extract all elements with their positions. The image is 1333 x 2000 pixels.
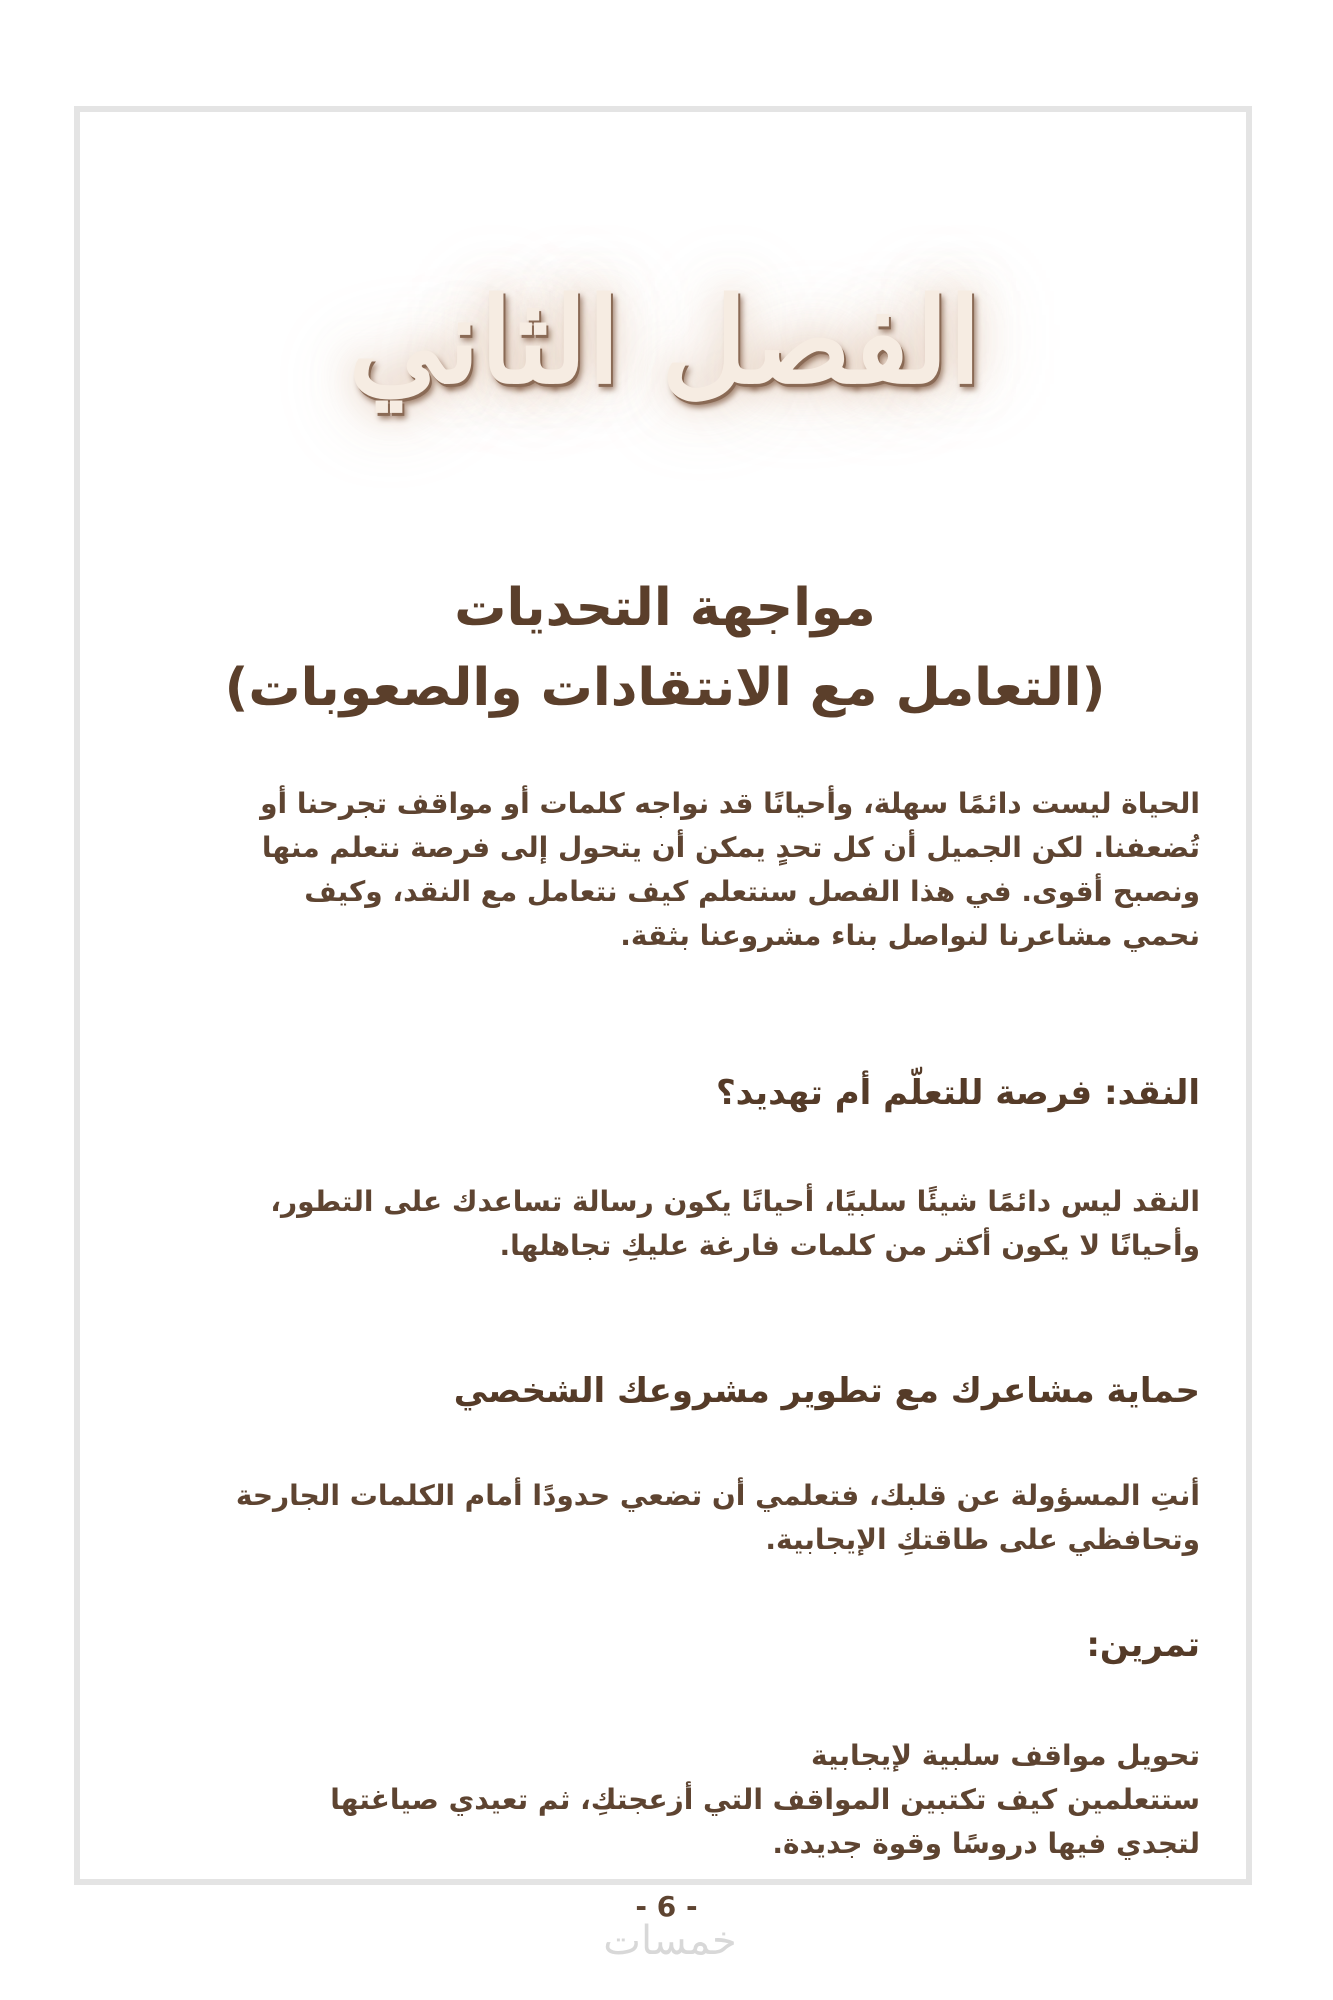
watermark-logo: خمسات (603, 1918, 737, 1964)
page-number: - 6 - (635, 1890, 698, 1923)
section2-title: حماية مشاعرك مع تطوير مشروعك الشخصي (453, 1371, 1200, 1411)
chapter-title: الفصل الثاني (348, 271, 982, 410)
section2-paragraph (180, 1474, 1200, 1562)
section1-title: النقد: فرصة للتعلّم أم تهديد؟ (715, 1073, 1200, 1113)
exercise-title: تمرين: (1086, 1625, 1200, 1665)
exercise-paragraph (180, 1734, 1200, 1866)
intro-paragraph (180, 782, 1200, 958)
intro-line-4: نحمي مشاعرنا لنواصل بناء مشروعنا بثقة. (620, 919, 1200, 952)
section1-paragraph (180, 1180, 1200, 1268)
intro-line-2: تُضعفنا. لكن الجميل أن كل تحدٍ يمكن أن يتحول إلى فرصة نتعلم منها (261, 831, 1200, 864)
exercise-line-3: لتجدي فيها دروسًا وقوة جديدة. (772, 1827, 1200, 1860)
intro-line-3: ونصبح أقوى. في هذا الفصل سنتعلم كيف نتعامل مع النقد، وكيف (304, 875, 1200, 908)
main-heading-line-2: (التعامل مع الانتقادات والصعوبات) (224, 658, 1106, 718)
main-heading-line-1: مواجهة التحديات (454, 578, 876, 638)
exercise-line-1: تحويل مواقف سلبية لإيجابية (811, 1739, 1200, 1772)
section2-line-1: أنتِ المسؤولة عن قلبك، فتعلمي أن تضعي حدودًا أمام الكلمات الجارحة (235, 1479, 1200, 1512)
section2-line-2: وتحافظي على طاقتكِ الإيجابية. (765, 1523, 1200, 1556)
section1-line-1: النقد ليس دائمًا شيئًا سلبيًا، أحيانًا يكون رسالة تساعدك على التطور، (270, 1185, 1200, 1218)
main-heading (130, 568, 1200, 728)
exercise-line-2: ستتعلمين كيف تكتبين المواقف التي أزعجتكِ، ثم تعيدي صياغتها (330, 1783, 1200, 1816)
intro-line-1: الحياة ليست دائمًا سهلة، وأحيانًا قد نواجه كلمات أو مواقف تجرحنا أو (260, 787, 1200, 820)
section1-line-2: وأحيانًا لا يكون أكثر من كلمات فارغة عليكِ تجاهلها. (499, 1229, 1200, 1262)
